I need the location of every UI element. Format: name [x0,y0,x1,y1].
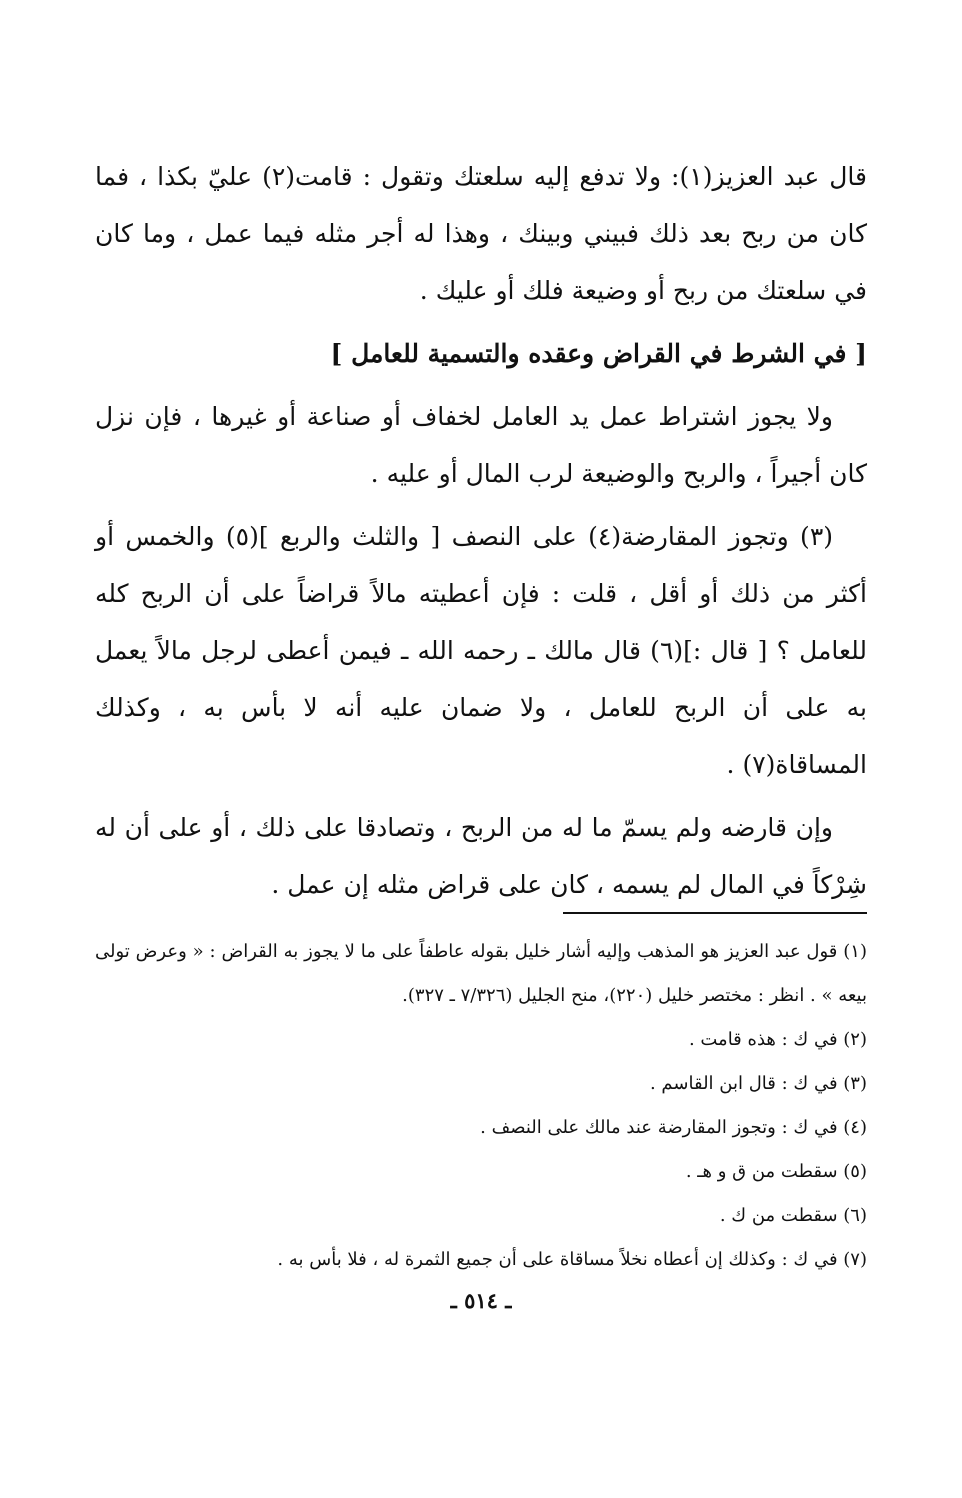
paragraph-abd-al-aziz: قال عبد العزيز(١): ولا تدفع إليه سلعتك وتقول : قامت(٢) عليّ بكذا ، فما كان من ربح بعد ذلك فبيني وبينك ، وهذا له أجر مثله فيما عمل ، وما كان في سلعتك من ربح أو وضيعة فلك أو عليك . [95,162,867,305]
section-heading: [ في الشرط في القراض وعقده والتسمية للعامل ] [330,339,867,368]
footnote-6: (٦) سقطت من ك . [719,1205,867,1226]
footnote-2: (٢) في ك : هذه قامت . [688,1029,867,1050]
paragraph-profit-shares: (٣) وتجوز المقارضة(٤) على النصف [ والثلث والربع ](٥) والخمس أو أكثر من ذلك أو أقل ، قلت : فإن أعطيته مالاً قراضاً على أن الربح كله للعامل ؟ [ قال :](٦) قال مالك ـ رحمه الله ـ فيمن أعطى لرجل مالاً يعمل به على أن الربح للعامل ، ولا ضمان عليه أنه لا بأس به ، وكذلك المساقاة(٧) . [95,522,867,779]
footnote-separator [563,912,867,914]
footnote-7: (٧) في ك : وكذلك إن أعطاه نخلاً مساقاة على أن جميع الثمرة له ، فلا بأس به . [277,1249,867,1270]
body-text [95,148,867,919]
paragraph-unnamed-share: وإن قارضه ولم يسمّ ما له من الربح ، وتصادقا على ذلك ، أو على أن له شِرْكاً في المال لم يسمه ، كان على قراض مثله إن عمل . [95,813,867,899]
footnote-5: (٥) سقطت من ق و هـ . [685,1161,867,1182]
footnote-3: (٣) في ك : قال ابن القاسم . [649,1073,867,1094]
footnotes [95,930,867,1282]
page-number: ـ ٥١٤ ـ [450,1288,512,1313]
paragraph-worker-condition: ولا يجوز اشتراط عمل يد العامل لخفاف أو صناعة أو غيرها ، فإن نزل كان أجيراً ، والربح والوضيعة لرب المال أو عليه . [95,402,867,488]
footnote-1: (١) قول عبد العزيز هو المذهب وإليه أشار خليل بقوله عاطفاً على ما لا يجوز به القراض : « وعرض تولى بيعه » . انظر : مختصر خليل (٢٢٠)، منح الجليل (٧/٣٢٦ ـ ٣٢٧). [95,941,867,1006]
footnote-4: (٤) في ك : وتجوز المقارضة عند مالك على النصف . [480,1117,867,1138]
